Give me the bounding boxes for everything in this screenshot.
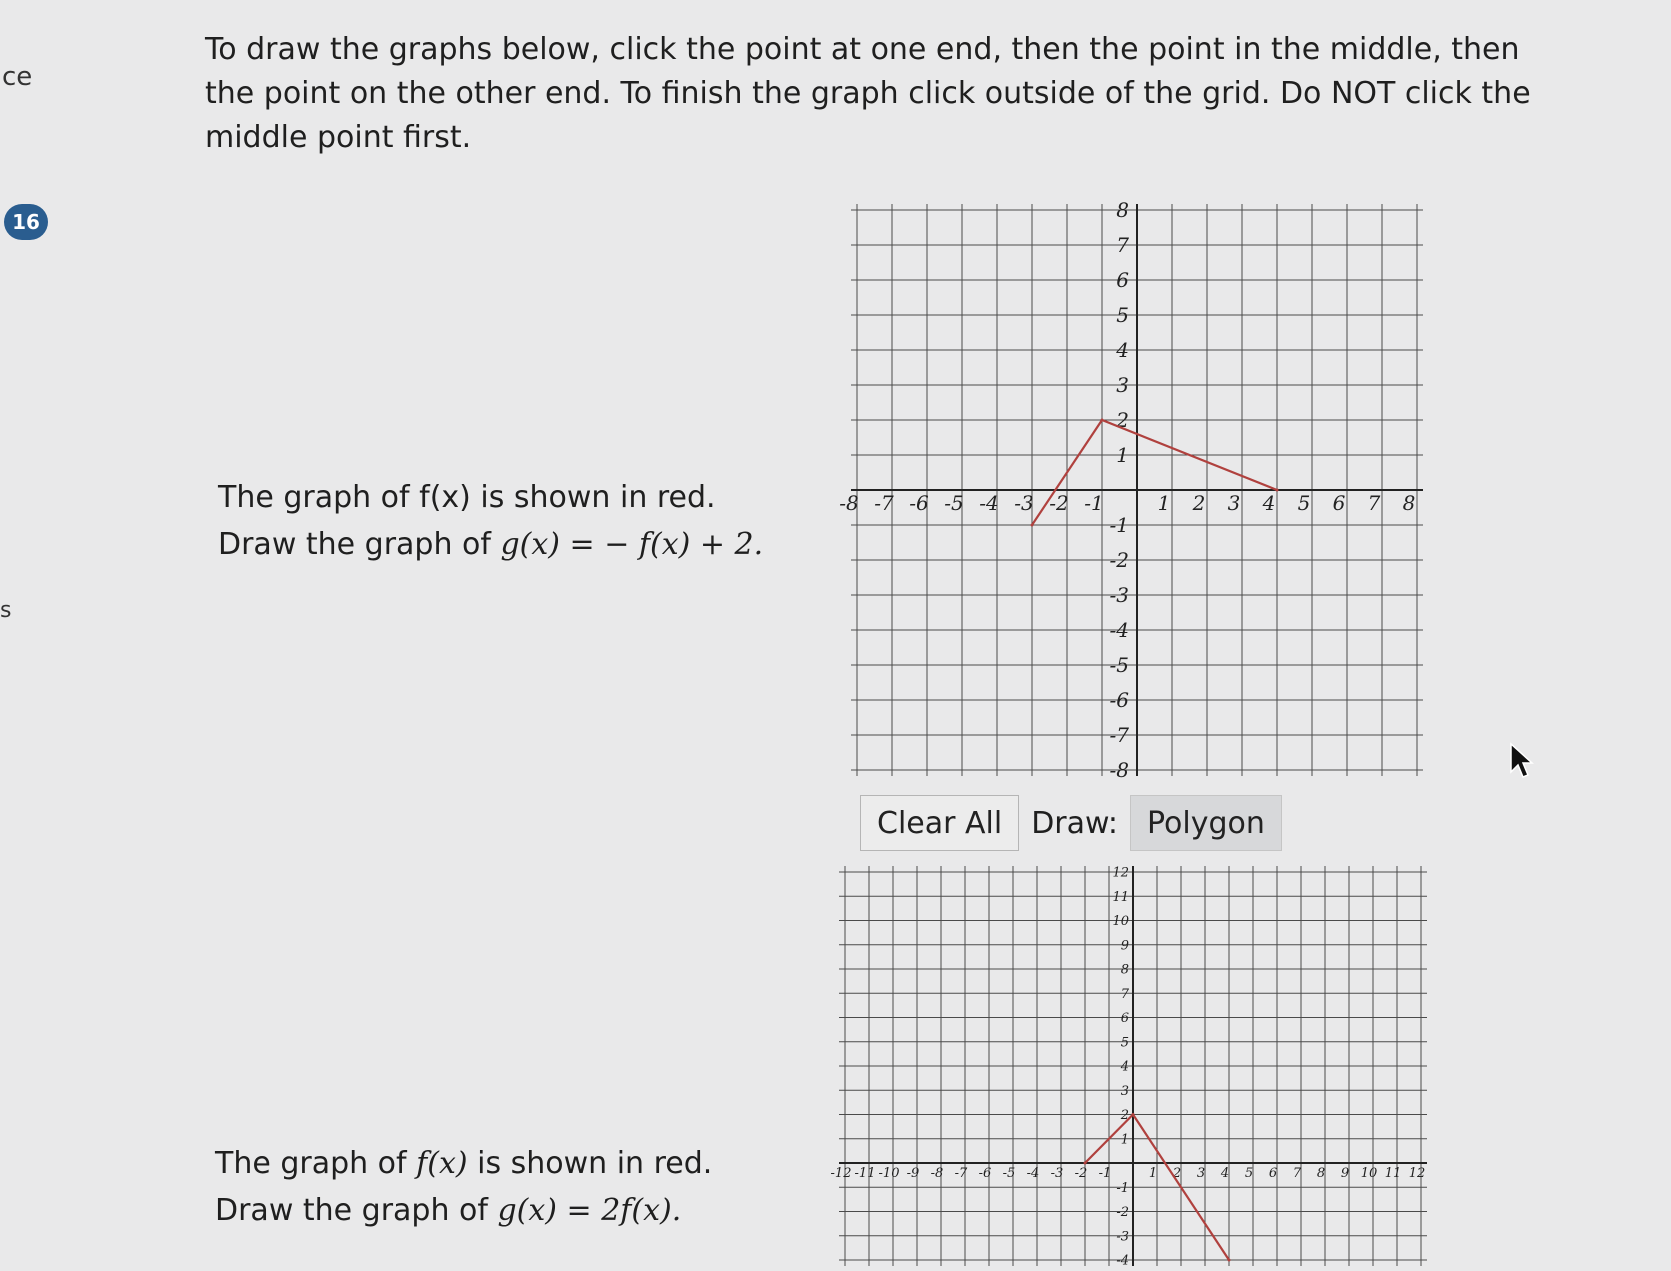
graph2-y-tick-label: -1 bbox=[1116, 1180, 1129, 1196]
graph2-x-tick-label: 3 bbox=[1196, 1166, 1206, 1181]
graph2-y-tick-label: 4 bbox=[1120, 1059, 1129, 1075]
graph1-x-tick-label: 7 bbox=[1367, 491, 1381, 515]
graph1-y-tick-label: -7 bbox=[1109, 723, 1129, 747]
graph2-x-tick-label: -1 bbox=[1098, 1166, 1112, 1181]
graph1-series-point bbox=[1101, 419, 1104, 422]
problem2-f-formula: f(x) bbox=[416, 1146, 468, 1181]
graph2-x-tick-label: -6 bbox=[978, 1166, 992, 1181]
graph2-y-tick-label: 1 bbox=[1120, 1132, 1129, 1148]
graph1-y-tick-label: 7 bbox=[1116, 233, 1129, 257]
graph1-x-tick-label: -3 bbox=[1014, 491, 1034, 515]
graph2-y-tick-label: 11 bbox=[1112, 889, 1129, 905]
graph2-x-tick-label: -3 bbox=[1050, 1166, 1064, 1181]
graph1-x-tick-label: 5 bbox=[1297, 491, 1311, 515]
graph2-x-tick-label: 10 bbox=[1360, 1166, 1378, 1181]
graph1-x-tick-label: -6 bbox=[909, 491, 929, 515]
graph2-series-point bbox=[1228, 1259, 1231, 1262]
graph1-y-tick-label: 3 bbox=[1116, 373, 1129, 397]
graph2-x-tick-label: -9 bbox=[906, 1166, 920, 1181]
problem2-prompt bbox=[215, 1140, 712, 1234]
graph2-y-tick-label: 3 bbox=[1120, 1083, 1129, 1099]
problem1-line2-prefix: Draw the graph of bbox=[218, 527, 501, 562]
graph1-y-tick-label: 5 bbox=[1116, 303, 1129, 327]
graph2-x-tick-label: 9 bbox=[1340, 1166, 1350, 1181]
graph1-y-tick-label: -4 bbox=[1109, 618, 1129, 642]
graph1-grid[interactable] bbox=[839, 198, 1425, 782]
sidebar-fragment-mid: s bbox=[0, 598, 12, 623]
graph1-x-tick-label: 1 bbox=[1157, 491, 1171, 515]
problem1-formula: g(x) = − f(x) + 2. bbox=[500, 527, 764, 562]
graph2-x-tick-label: -7 bbox=[954, 1166, 968, 1181]
graph1-y-tick-label: 1 bbox=[1116, 443, 1129, 467]
problem2-line2 bbox=[215, 1187, 712, 1234]
question-number-badge[interactable]: 16 bbox=[4, 204, 48, 240]
problem2-line1 bbox=[215, 1140, 712, 1187]
graph1-y-tick-label: -3 bbox=[1109, 583, 1129, 607]
graph1-x-tick-label: 6 bbox=[1332, 491, 1346, 515]
graph2-x-tick-label: -12 bbox=[830, 1166, 852, 1181]
graph2-y-tick-label: 6 bbox=[1120, 1011, 1129, 1027]
graph1-y-tick-label: -1 bbox=[1109, 513, 1129, 537]
graph2-x-tick-label: 11 bbox=[1384, 1166, 1402, 1181]
graph2-y-tick-label: 8 bbox=[1120, 962, 1129, 978]
draw-mode-polygon-button[interactable]: Polygon bbox=[1130, 795, 1282, 851]
problem1-line1: The graph of f(x) is shown in red. bbox=[218, 480, 716, 515]
graph2-series-point bbox=[1132, 1113, 1135, 1116]
graph1-y-tick-label: -8 bbox=[1109, 758, 1129, 782]
mouse-cursor-icon bbox=[1509, 742, 1535, 782]
graph2-y-tick-label: -4 bbox=[1116, 1253, 1129, 1269]
graph1-x-tick-label: -2 bbox=[1049, 491, 1069, 515]
graph2-x-tick-label: -8 bbox=[930, 1166, 944, 1181]
graph1-x-tick-label: -7 bbox=[874, 491, 894, 515]
graph1-y-tick-label: -6 bbox=[1109, 688, 1129, 712]
graph2-x-tick-label: 1 bbox=[1148, 1166, 1158, 1181]
graph1-y-tick-label: -2 bbox=[1109, 548, 1129, 572]
graph2-x-tick-label: 7 bbox=[1292, 1166, 1302, 1181]
graph2-x-tick-label: 4 bbox=[1220, 1166, 1230, 1181]
problem2-line2-prefix: Draw the graph of bbox=[215, 1193, 498, 1228]
problem1-line2 bbox=[218, 521, 763, 568]
problem1-prompt bbox=[218, 474, 763, 568]
graph1-series-point bbox=[1031, 524, 1034, 527]
graph2-x-tick-label: -10 bbox=[878, 1166, 900, 1181]
problem2-line1-prefix: The graph of bbox=[215, 1146, 417, 1181]
graph2-grid[interactable] bbox=[830, 860, 1445, 1271]
sidebar-fragment-top: ce bbox=[2, 62, 33, 92]
graph2-x-tick-label: 5 bbox=[1244, 1166, 1254, 1181]
graph1-x-tick-label: -5 bbox=[944, 491, 964, 515]
graph-toolbar bbox=[860, 795, 1282, 851]
graph1-x-tick-label: 4 bbox=[1262, 491, 1276, 515]
draw-label: Draw: bbox=[1031, 805, 1119, 841]
graph1-series-point bbox=[1276, 489, 1279, 492]
graph2-x-tick-label: -4 bbox=[1026, 1166, 1040, 1181]
graph2-y-tick-label: 9 bbox=[1120, 938, 1129, 954]
graph2-y-tick-label: 7 bbox=[1120, 986, 1129, 1002]
graph1-y-tick-label: -5 bbox=[1109, 653, 1129, 677]
graph1-x-tick-label: 2 bbox=[1192, 491, 1206, 515]
graph1-x-tick-label: -4 bbox=[979, 491, 999, 515]
graph1-y-tick-label: 4 bbox=[1116, 338, 1129, 362]
graph2-y-tick-label: 2 bbox=[1120, 1108, 1129, 1124]
graph1-x-tick-label: -8 bbox=[839, 491, 859, 515]
graph2-x-tick-label: -5 bbox=[1002, 1166, 1016, 1181]
graph2-x-tick-label: 2 bbox=[1172, 1166, 1182, 1181]
graph2-x-tick-label: -11 bbox=[854, 1166, 876, 1181]
graph2-y-tick-label: 12 bbox=[1112, 865, 1129, 881]
problem2-formula: g(x) = 2f(x). bbox=[497, 1193, 682, 1228]
graph2-x-tick-label: 6 bbox=[1268, 1166, 1278, 1181]
graph1-y-tick-label: 2 bbox=[1116, 408, 1129, 432]
clear-all-button[interactable]: Clear All bbox=[860, 795, 1019, 851]
problem2-line1-suffix: is shown in red. bbox=[467, 1146, 713, 1181]
graph2-series-point bbox=[1084, 1162, 1087, 1165]
graph1-y-tick-label: 6 bbox=[1116, 268, 1129, 292]
graph2-y-tick-label: 10 bbox=[1112, 914, 1129, 930]
graph2-x-tick-label: 8 bbox=[1316, 1166, 1326, 1181]
instructions-text: To draw the graphs below, click the point at one end, then the point in the middle, then the point on the other end. To finish the graph click outside of the grid. Do NOT click the middle point first. bbox=[205, 32, 1531, 155]
graph2-x-tick-label: 12 bbox=[1408, 1166, 1426, 1181]
graph2-y-tick-label: 5 bbox=[1120, 1035, 1129, 1051]
graph2-y-tick-label: -3 bbox=[1116, 1229, 1129, 1245]
graph2-y-tick-label: -2 bbox=[1116, 1205, 1129, 1221]
graph1-x-tick-label: 3 bbox=[1227, 491, 1241, 515]
graph1-x-tick-label: -1 bbox=[1084, 491, 1104, 515]
graph1-y-tick-label: 8 bbox=[1116, 198, 1129, 222]
graph1-x-tick-label: 8 bbox=[1402, 491, 1416, 515]
graph2-x-tick-label: -2 bbox=[1074, 1166, 1088, 1181]
